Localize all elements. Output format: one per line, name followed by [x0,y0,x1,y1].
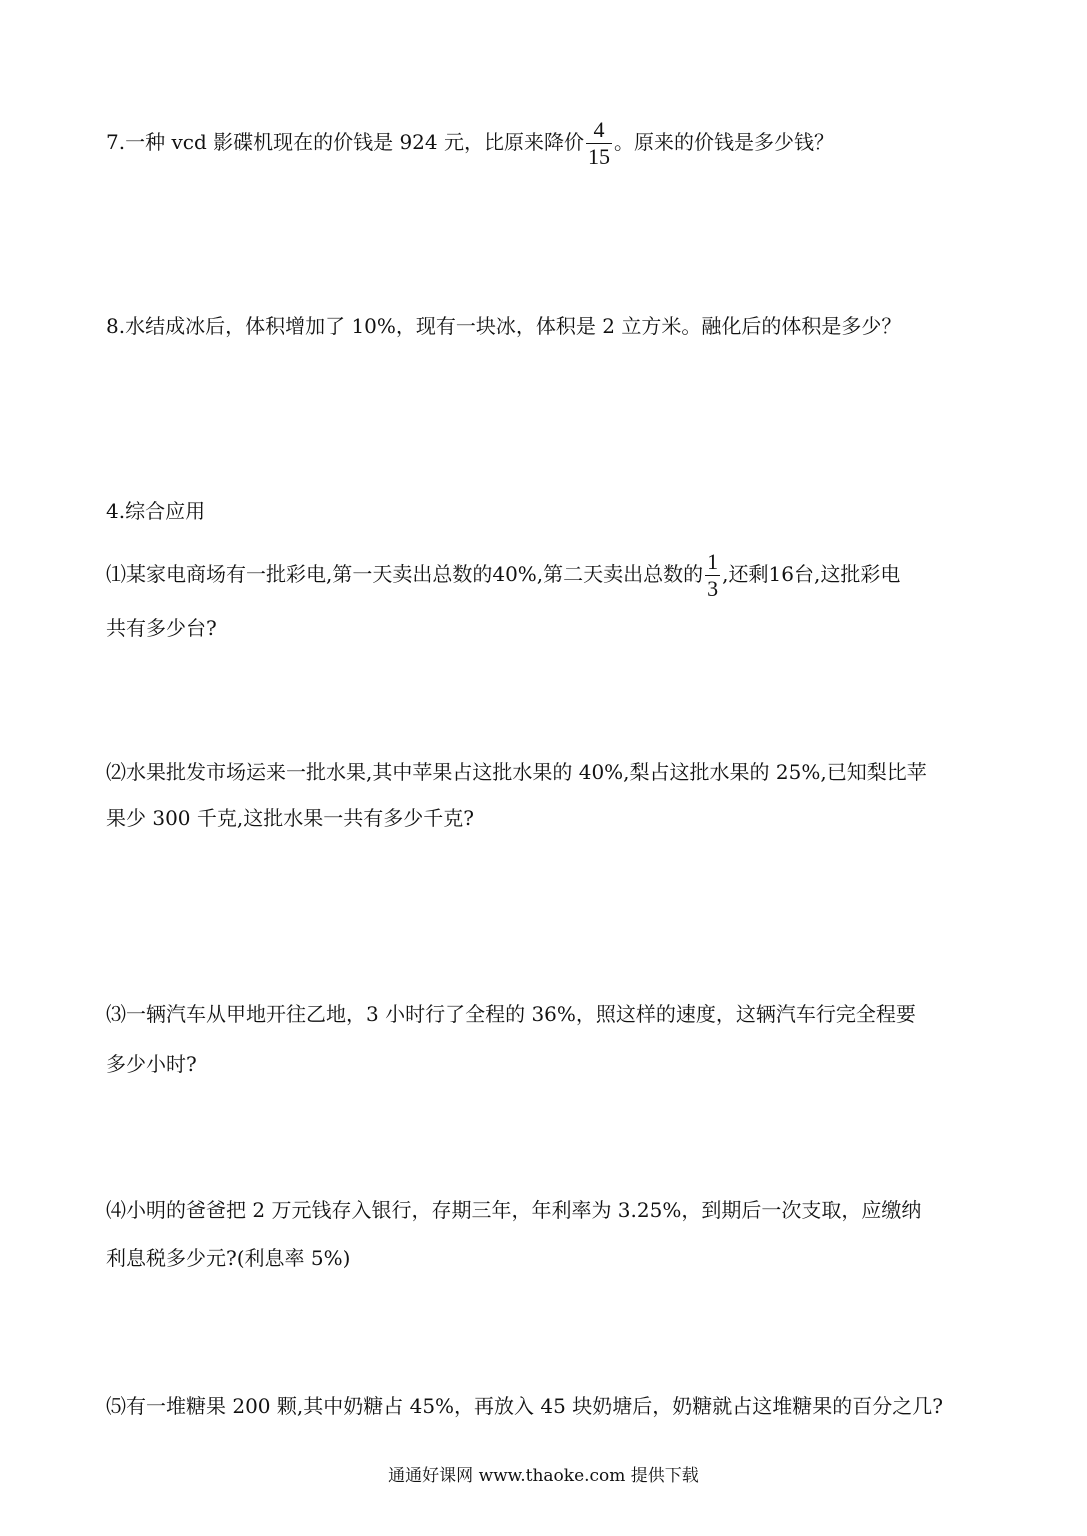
section-title: 4.综合应用 [106,499,206,523]
question-7 [106,118,834,169]
problem-1-text-before: ⑴某家电商场有一批彩电,第一天卖出总数的40%,第二天卖出总数的 [106,562,704,586]
problem-1-line-2: 共有多少台? [106,616,217,640]
problem-4-line-2: 利息税多少元?(利息率 5%) [106,1246,351,1270]
question-7-text-after: 。原来的价钱是多少钱？ [614,130,834,154]
problem-1-line-1 [106,550,900,601]
fraction-1-3 [705,550,720,601]
fraction-denominator: 3 [707,576,719,601]
fraction-numerator: 1 [707,549,719,574]
question-8: 8.水结成冰后，体积增加了 10%，现有一块冰，体积是 2 立方米。融化后的体积是多少？ [106,314,902,338]
problem-3-line-1: ⑶一辆汽车从甲地开往乙地，3 小时行了全程的 36%，照这样的速度，这辆汽车行完全程要 [106,1002,916,1026]
problem-2-line-2: 果少 300 千克,这批水果一共有多少千克? [106,806,474,830]
fraction-4-15 [586,118,612,169]
problem-5-line-1: ⑸有一堆糖果 200 颗,其中奶糖占 45%，再放入 45 块奶塘后，奶糖就占这堆糖果的百分之几? [106,1394,943,1418]
question-7-text-before: 7.一种 vcd 影碟机现在的价钱是 924 元，比原来降价 [106,130,584,154]
problem-4-line-1: ⑷小明的爸爸把 2 万元钱存入银行，存期三年，年利率为 3.25%，到期后一次支取，应缴纳 [106,1198,922,1222]
fraction-numerator: 4 [593,117,605,142]
problem-2-line-1: ⑵水果批发市场运来一批水果,其中苹果占这批水果的 40%,梨占这批水果的 25%,已知梨比苹 [106,760,927,784]
fraction-denominator: 15 [588,144,610,169]
problem-1-text-after: ,还剩16台,这批彩电 [722,562,901,586]
problem-3-line-2: 多少小时? [106,1052,197,1076]
page-footer: 通通好课网 www.thaoke.com 提供下载 [388,1466,699,1486]
